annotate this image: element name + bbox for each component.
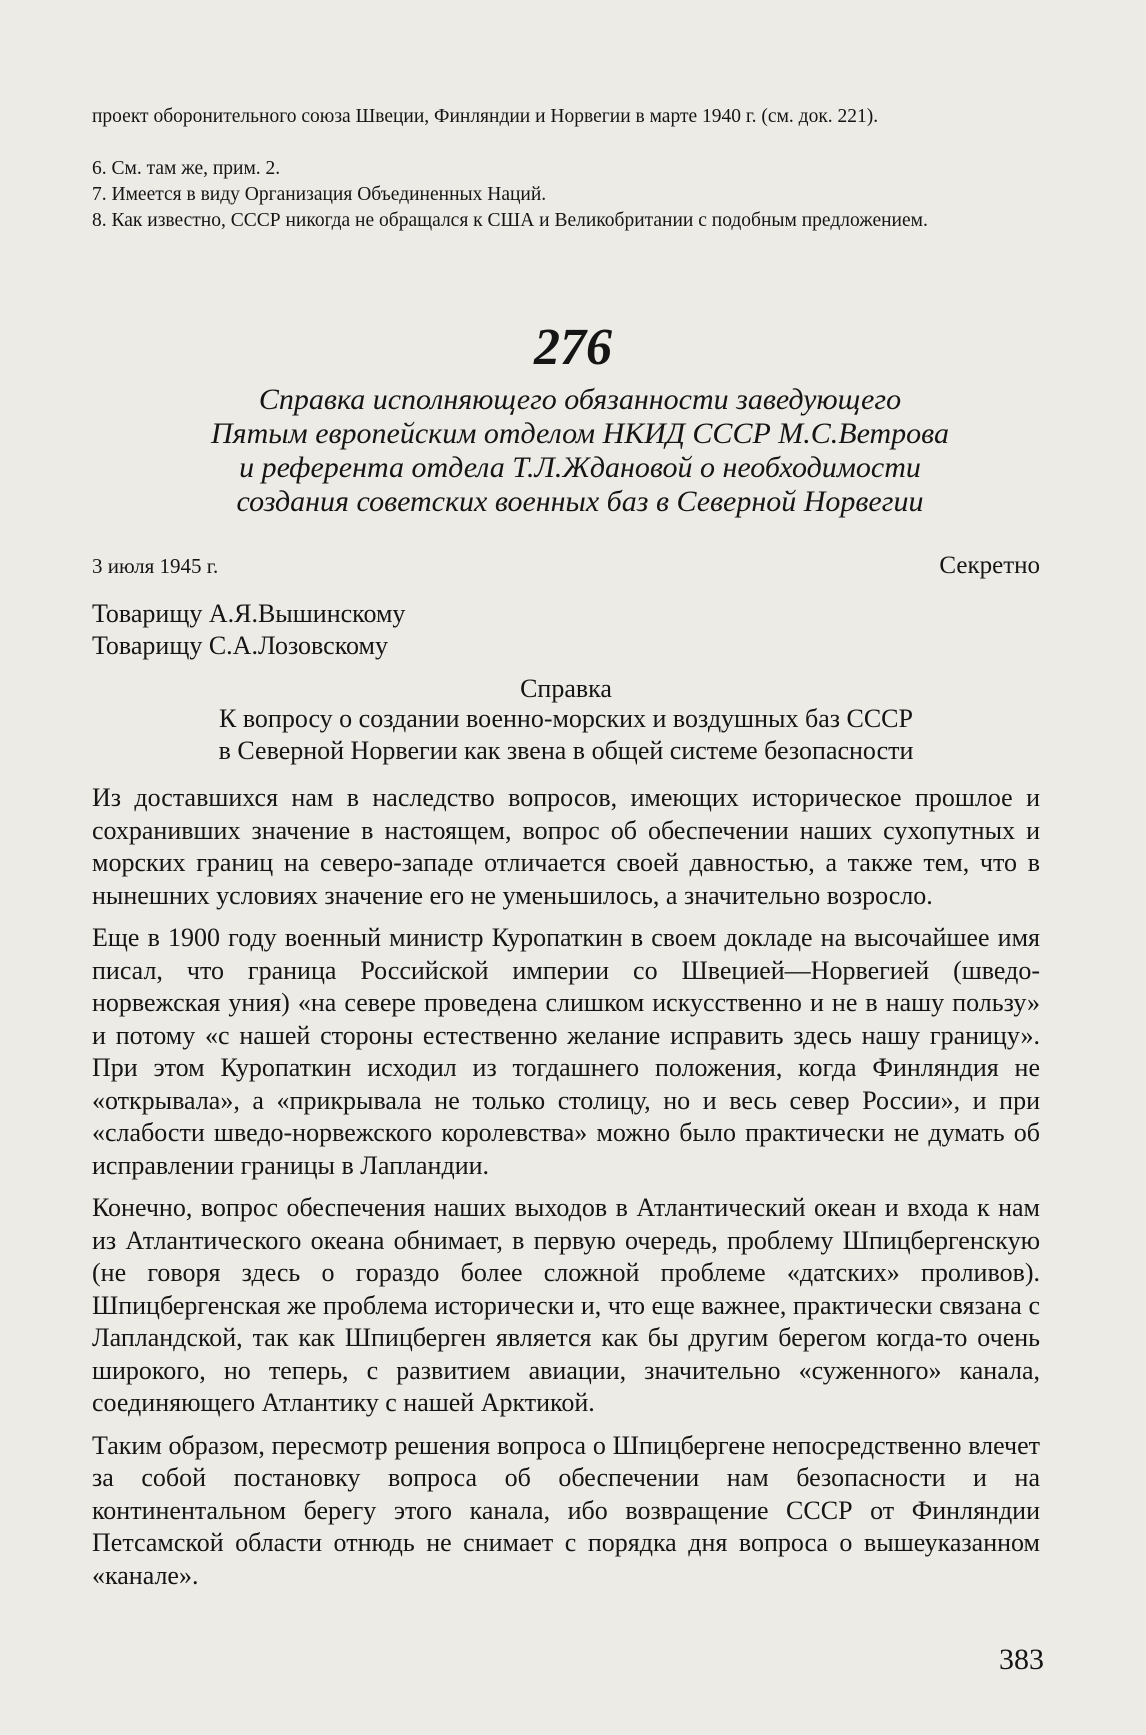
title-line: Пятым европейским отделом НКИД СССР М.С.Ветрова (210, 417, 950, 450)
document-body (92, 782, 1040, 1602)
addressee: Товарищу С.А.Лозовскому (92, 631, 388, 660)
title-line: и референта отдела Т.Л.Ждановой о необходимости (239, 451, 921, 484)
page-number: 383 (999, 1643, 1044, 1676)
footnote-6: 6. См. там же, прим. 2. (92, 158, 281, 179)
paragraph: Таким образом, пересмотр решения вопроса о Шпицбергене непосредственно влечет за собой постановку вопроса об обеспечении нам безопасности и на континентальном берегу этого канала, ибо возвращение СССР от Финляндии Петсамской области отнюдь не снимает с порядка дня вопроса о вышеуказанном «канале». (92, 1430, 1040, 1590)
paragraph: Еще в 1900 году военный министр Куропаткин в своем докладе на высочайшее имя писал, что граница Российской империи со Швецией—Норвегией (шведо-норвежская уния) «на севере проведена слишком искусственно и не в нашу пользу» и потому «с нашей стороны естественно желание исправить здесь нашу границу». При этом Куропаткин исходил из тогдашнего положения, когда Финляндия не «открывала», а «прикрывала не только столицу, но и весь север России», и при «слабости шведо-норвежского королевства» можно было практически не думать об исправлении границы в Лапландии. (92, 923, 1040, 1180)
paragraph: Конечно, вопрос обеспечения наших выходов в Атлантический океан и входа к нам из Атлантического океана обнимает, в первую очередь, проблему Шпицбергенскую (не говоря здесь о гораздо более сложной проблеме «датских» проливов). Шпицбергенская же проблема исторически и, что еще важнее, практически связана с Лапландской, так как Шпицберген является как бы другим берегом когда-то очень широкого, но теперь, с развитием авиации, значительно «суженного» канала, соединяющего Атлантику с нашей Арктикой. (92, 1193, 1040, 1417)
paragraph: Из доставшихся нам в наследство вопросов, имеющих историческое прошлое и сохранивших значение в настоящем, вопрос об обеспечении наших сухопутных и морских границ на северо-западе отличается своей давностью, а также тем, что в нынешних условиях значение его не уменьшилось, а значительно возросло. (92, 783, 1040, 910)
footnote-7: 7. Имеется в виду Организация Объединенных Наций. (92, 184, 547, 205)
document-number: 276 (534, 319, 612, 376)
title-line: создания советских военных баз в Северной Норвегии (236, 485, 924, 518)
title-line: Справка исполняющего обязанности заведующего (258, 383, 902, 416)
document-date: 3 июля 1945 г. (92, 554, 219, 578)
subject-line: в Северной Норвегии как звена в общей системе безопасности (218, 736, 914, 765)
footnote-8: 8. Как известно, СССР никогда не обращался к США и Великобритании с подобным предложением. (92, 210, 928, 231)
subject-line: К вопросу о создании военно-морских и воздушных баз СССР (218, 704, 913, 733)
document-title (120, 383, 1040, 519)
section-heading: Справка (520, 674, 612, 703)
footnote-continuation: проект оборонительного союза Швеции, Финляндии и Норвегии в марте 1940 г. (см. док. 221). (92, 106, 879, 127)
classification-label: Секретно (939, 552, 1040, 579)
addressee: Товарищу А.Я.Вышинскому (92, 599, 406, 628)
